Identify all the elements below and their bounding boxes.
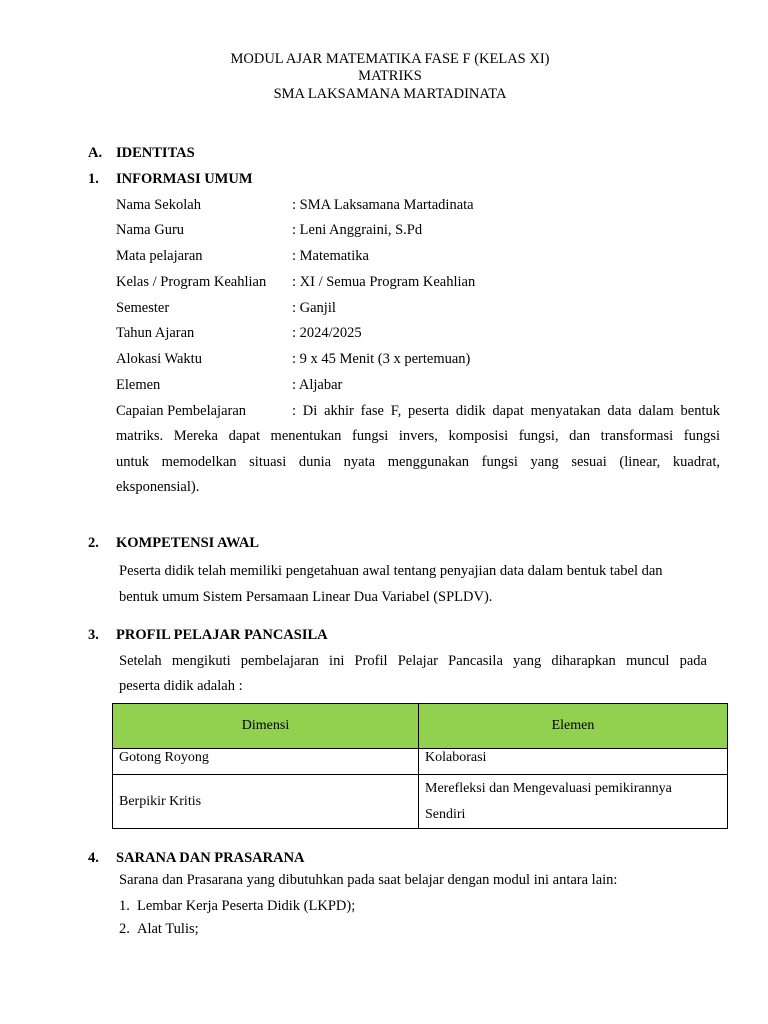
cell-dimensi: Gotong Royong	[113, 749, 419, 775]
table-row	[113, 775, 728, 829]
header-dimensi: Dimensi	[113, 704, 419, 749]
info-label: Alokasi Waktu	[116, 351, 202, 367]
profil-intro-line-1: Setelah mengikuti pembelajaran ini Profil Pelajar Pancasila yang diharapkan muncul pada	[119, 653, 707, 669]
capaian-line-2: matriks. Mereka dapat menentukan fungsi invers, komposisi fungsi, dan transformasi fungsi	[116, 428, 720, 444]
capaian-line-4: eksponensial).	[116, 479, 200, 495]
sarana-item-text: Lembar Kerja Peserta Didik (LKPD);	[137, 898, 356, 914]
cell-elemen-line: Kolaborasi	[425, 750, 487, 765]
cell-elemen-line: Sendiri	[425, 807, 466, 822]
sarana-item-number: 1.	[119, 898, 130, 914]
cell-elemen	[419, 775, 728, 829]
info-value: : Leni Anggraini, S.Pd	[292, 222, 423, 238]
info-value: : 9 x 45 Menit (3 x pertemuan)	[292, 351, 471, 367]
table-row	[113, 749, 728, 775]
info-label: Nama Sekolah	[116, 197, 201, 213]
kompetensi-line-2: bentuk umum Sistem Persamaan Linear Dua Variabel (SPLDV).	[119, 589, 493, 605]
info-value: : Ganjil	[292, 300, 336, 316]
section-3-heading: PROFIL PELAJAR PANCASILA	[116, 627, 328, 643]
sarana-item-text: Alat Tulis;	[137, 921, 199, 937]
info-label: Kelas / Program Keahlian	[116, 274, 267, 290]
table-header-row	[113, 704, 728, 749]
section-4-number: 4.	[88, 850, 99, 866]
info-value: : Aljabar	[292, 377, 343, 393]
info-value: : 2024/2025	[292, 325, 362, 341]
section-2-heading: KOMPETENSI AWAL	[116, 535, 260, 551]
info-label: Elemen	[116, 377, 161, 393]
section-a-letter: A.	[88, 145, 103, 161]
info-label: Mata pelajaran	[116, 248, 203, 264]
info-label: Tahun Ajaran	[116, 325, 195, 341]
sarana-intro: Sarana dan Prasarana yang dibutuhkan pada saat belajar dengan modul ini antara lain:	[119, 872, 618, 888]
section-2-number: 2.	[88, 535, 99, 551]
cell-elemen	[419, 749, 728, 775]
profil-intro-line-2: peserta didik adalah :	[119, 678, 243, 694]
section-4-heading: SARANA DAN PRASARANA	[116, 850, 305, 866]
capaian-label: Capaian Pembelajaran	[116, 403, 247, 419]
doc-title-line-2: MATRIKS	[358, 68, 422, 84]
info-value: : Matematika	[292, 248, 369, 264]
info-value: : XI / Semua Program Keahlian	[292, 274, 476, 290]
section-3-number: 3.	[88, 627, 99, 643]
info-label: Semester	[116, 300, 170, 316]
profil-table	[112, 703, 728, 829]
kompetensi-line-1: Peserta didik telah memiliki pengetahuan awal tentang penyajian data dalam bentuk tabel dan	[119, 563, 663, 579]
info-label: Nama Guru	[116, 222, 185, 238]
section-1-heading: INFORMASI UMUM	[116, 171, 253, 187]
doc-title-line-1: MODUL AJAR MATEMATIKA FASE F (KELAS XI)	[230, 51, 550, 67]
section-a-heading: IDENTITAS	[116, 145, 195, 161]
section-1-number: 1.	[88, 171, 99, 187]
sarana-item-number: 2.	[119, 921, 130, 937]
info-value: : SMA Laksamana Martadinata	[292, 197, 474, 213]
cell-dimensi: Berpikir Kritis	[113, 775, 419, 829]
header-elemen: Elemen	[419, 704, 728, 749]
capaian-line-3: untuk memodelkan situasi dunia nyata menggunakan fungsi yang sesuai (linear, kuadrat,	[116, 454, 720, 470]
capaian-line-1: : Di akhir fase F, peserta didik dapat menyatakan data dalam bentuk	[292, 403, 720, 419]
cell-elemen-line: Merefleksi dan Mengevaluasi pemikirannya	[425, 781, 672, 796]
doc-title-line-3: SMA LAKSAMANA MARTADINATA	[273, 86, 507, 102]
